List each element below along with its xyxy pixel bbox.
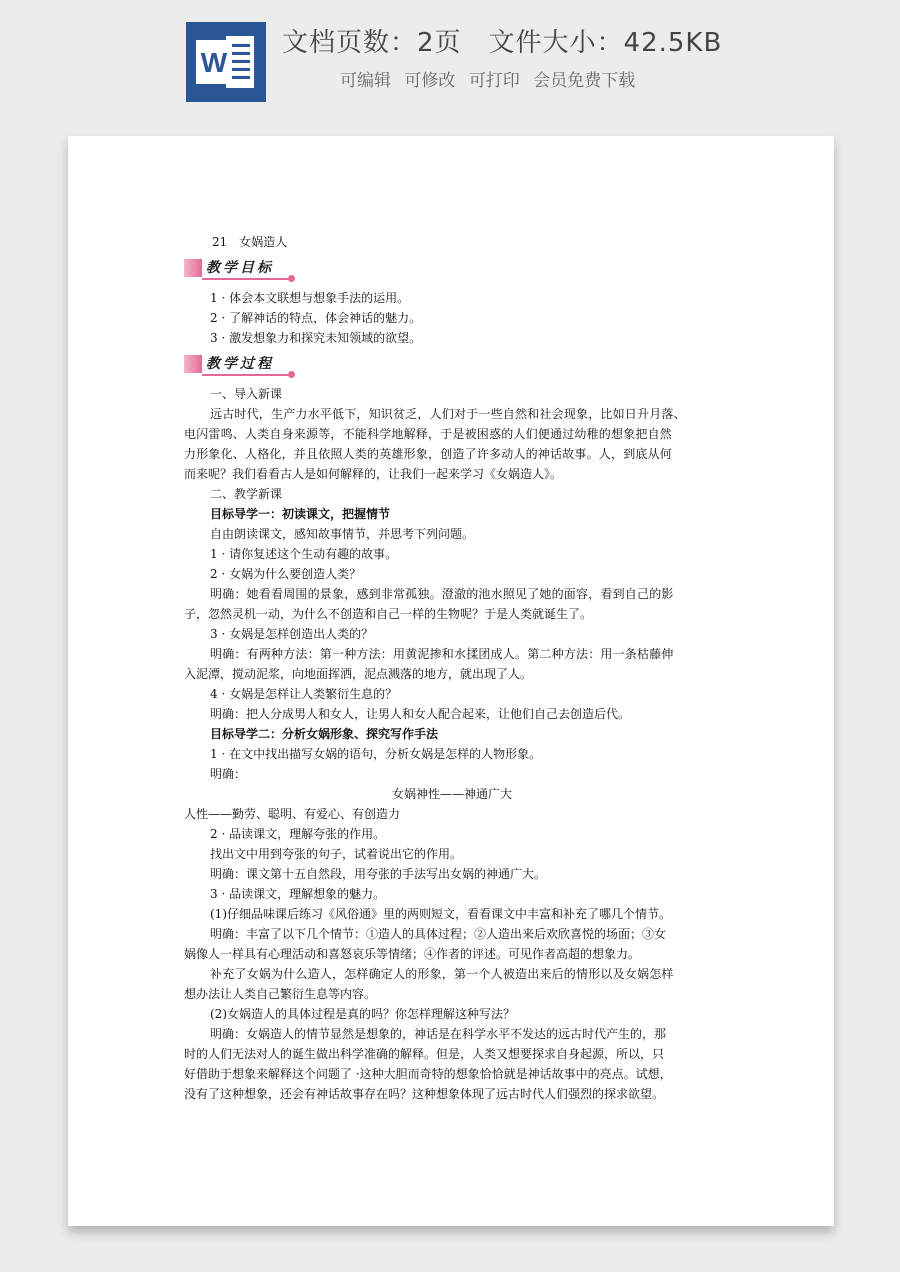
paragraph-line: 远古时代，生产力水平低下，知识贫乏，人们对于一些自然和社会现象，比如日升月落、	[210, 407, 686, 421]
goal-item: 1 · 体会本文联想与想象手法的运用。	[210, 291, 410, 305]
answer-line: 明确：把人分成男人和女人，让男人和女人配合起来，让他们自己去创造后代。	[210, 707, 631, 721]
question-line: 2 · 品读课文，理解夸张的作用。	[210, 827, 386, 841]
feature-printable: 可打印	[468, 71, 520, 91]
question-line: 3 · 女娲是怎样创造出人类的？	[210, 627, 374, 641]
subheading: 一、导入新课	[210, 387, 283, 401]
answer-line: 女娲神性——神通广大	[391, 787, 512, 801]
document-stats-title: 文档页数：2页 文件大小：42.5KB	[282, 28, 723, 58]
goal-guide-heading: 目标导学二：分析女娲形象、探究写作手法	[210, 727, 439, 741]
answer-line: 入泥潭，搅动泥浆，向地面挥洒，泥点溅落的地方，就出现了人。	[184, 667, 533, 681]
answer-line: 子，忽然灵机一动，为什么不创造和自己一样的生物呢？于是人类就诞生了。	[184, 607, 593, 621]
answer-line: 明确：女娲造人的情节显然是想象的，神话是在科学水平不发达的远古时代产生的，那	[210, 1027, 667, 1041]
document-content	[184, 232, 720, 1104]
answer-line: 明确：课文第十五自然段，用夸张的手法写出女娲的神通广大。	[210, 867, 547, 881]
lesson-title: 21 女娲造人	[212, 235, 288, 249]
section-title: 教学过程	[206, 356, 274, 372]
paragraph-line: 而来呢？我们看看古人是如何解释的，让我们一起来学习《女娲造人》。	[184, 467, 563, 481]
feature-editable: 可编辑	[340, 71, 391, 91]
question-line: (2)女娲造人的具体过程是真的吗？你怎样理解这种写法？	[210, 1007, 516, 1021]
question-line: 2 · 女娲为什么要创造人类？	[210, 567, 362, 581]
section-heading-process	[184, 352, 720, 378]
document-page	[68, 136, 834, 1226]
answer-line: 想办法让人类自己繁衍生息等内容。	[184, 987, 377, 1001]
answer-line: 明确：	[210, 767, 247, 781]
paragraph-line: 找出文中用到夸张的句子，试着说出它的作用。	[210, 847, 463, 861]
question-line: 3 · 品读课文，理解想象的魅力。	[210, 887, 386, 901]
question-line: 1 · 请你复述这个生动有趣的故事。	[210, 547, 398, 561]
paragraph-line: 力形象化、人格化，并且依照人类的英雄形象，创造了许多动人的神话故事。人，到底从何	[184, 447, 673, 461]
goal-item: 3 · 激发想象力和探究未知领域的欲望。	[210, 331, 422, 345]
answer-line: 明确：她看看周围的景象，感到非常孤独。澄澈的池水照见了她的面容，看到自己的影	[210, 587, 674, 601]
section-marker-icon	[184, 355, 202, 373]
feature-member-download: 会员免费下载	[533, 71, 636, 91]
answer-line: 补充了女娲为什么造人，怎样确定人的形象，第一个人被造出来后的情形以及女娲怎样	[210, 967, 674, 981]
feature-modifiable: 可修改	[404, 71, 456, 91]
paragraph-line: 自由朗读课文，感知故事情节，并思考下列问题。	[210, 527, 475, 541]
document-features	[340, 66, 643, 91]
section-heading-goals	[184, 256, 720, 282]
subheading: 二、教学新课	[210, 487, 283, 501]
section-marker-icon	[184, 259, 202, 277]
paragraph-line: 电闪雷鸣、人类自身来源等，不能科学地解释，于是被困惑的人们便通过幼稚的想象把自然	[184, 427, 673, 441]
answer-line: 时的人们无法对人的诞生做出科学准确的解释。但是，人类又想要探求自身起源，所以，只	[184, 1047, 665, 1061]
answer-line: 明确：有两种方法：第一种方法：用黄泥掺和水揉团成人。第二种方法：用一条枯藤伸	[210, 647, 674, 661]
answer-line: 明确：丰富了以下几个情节：①造人的具体过程；②人造出来后欢欣喜悦的场面；③女	[210, 927, 667, 941]
answer-line: 没有了这种想象，还会有神话故事存在吗？这种想象体现了远古时代人们强烈的探求欲望。	[184, 1087, 665, 1101]
question-line: 4 · 女娲是怎样让人类繁衍生息的？	[210, 687, 398, 701]
question-line: (1)仔细品味课后练习《风俗通》里的两则短文，看看课文中丰富和补充了哪几个情节。	[210, 907, 672, 921]
document-info-header	[0, 0, 900, 120]
goal-item: 2 · 了解神话的特点，体会神话的魅力。	[210, 311, 422, 325]
answer-line: 人性——勤劳、聪明、有爱心、有创造力	[184, 807, 401, 821]
section-title: 教学目标	[206, 260, 274, 276]
svg-text:W: W	[200, 47, 228, 78]
question-line: 1 · 在文中找出描写女娲的语句，分析女娲是怎样的人物形象。	[210, 747, 542, 761]
answer-line: 好借助于想象来解释这个问题了 ·这种大胆而奇特的想象恰恰就是神话故事中的亮点。试想，	[184, 1067, 672, 1081]
goal-guide-heading: 目标导学一：初读课文，把握情节	[210, 507, 391, 521]
word-doc-icon	[186, 22, 266, 102]
answer-line: 娲像人一样具有心理活动和喜怒哀乐等情绪；④作者的评述。可见作者高超的想象力。	[184, 947, 641, 961]
